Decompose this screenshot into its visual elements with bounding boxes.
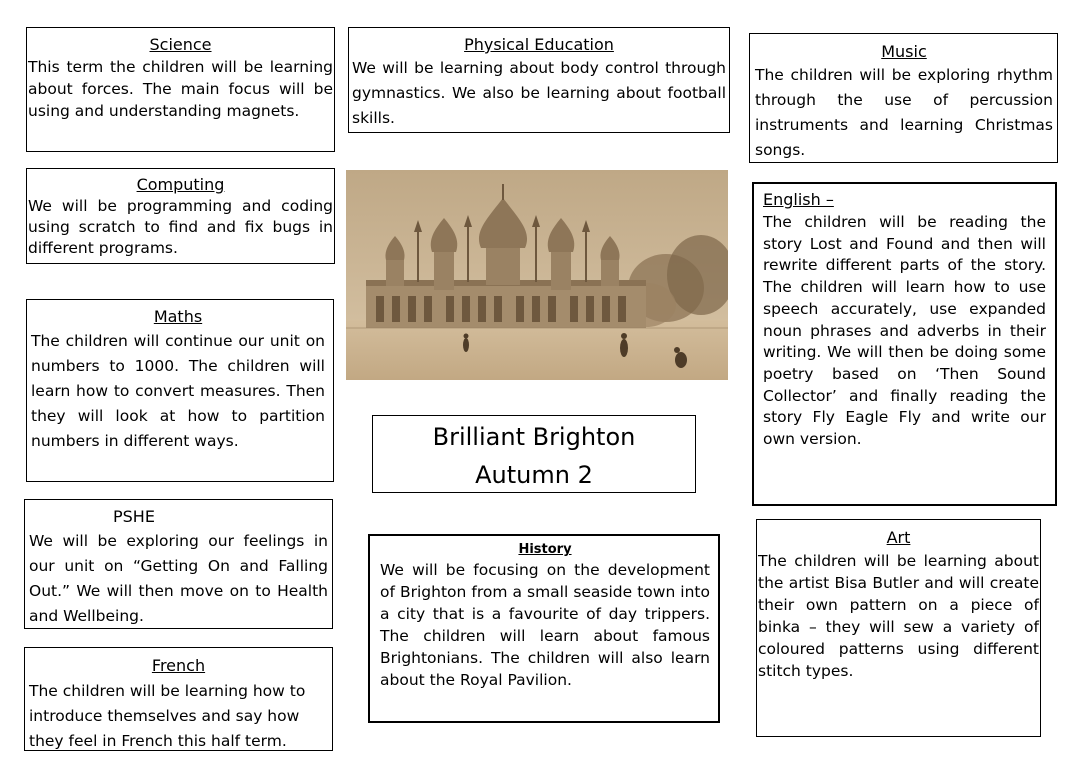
computing-heading: Computing [136,175,225,194]
english-box [752,182,1057,506]
music-box [749,33,1058,163]
maths-box [26,299,334,482]
royal-pavilion-illustration [346,170,728,380]
science-heading: Science [149,35,212,54]
topic-term: Autumn 2 [475,461,593,489]
art-heading: Art [886,528,911,547]
french-text: The children will be learning how to introduce themselves and say how they feel in French this half term. [29,682,306,750]
royal-pavilion-engraving [346,170,728,380]
history-heading: History [518,542,572,557]
history-text: We will be focusing on the development of Brighton from a small seaside town into a city that is a favourite of day trippers. The children will learn about famous Brightonians. The children will also learn about the Royal Pavilion. [380,561,710,689]
history-box [368,534,720,723]
pe-text: We will be learning about body control through gymnastics. We also be learning about football skills. [352,59,726,127]
pshe-text: We will be exploring our feelings in our unit on “Getting On and Falling Out.” We will then move on to Health and Wellbeing. [29,532,328,625]
computing-box [26,168,335,264]
science-text: This term the children will be learning about forces. The main focus will be using and understanding magnets. [28,58,333,120]
topic-title-box [372,415,696,493]
english-heading: English – [763,190,834,209]
maths-heading: Maths [153,307,203,326]
music-text: The children will be exploring rhythm through the use of percussion instruments and learning Christmas songs. [755,66,1053,159]
music-heading: Music [881,42,927,61]
pshe-box [24,499,333,629]
french-heading: French [151,656,206,675]
computing-text: We will be programming and coding using scratch to find and fix bugs in different programs. [28,197,333,257]
pe-heading: Physical Education [464,35,614,54]
pe-box [348,27,730,133]
english-text: The children will be reading the story Lost and Found and then will rewrite different parts of the story. The children will learn how to use speech accurately, use expanded noun phrases and adverbs in their writing. We will then be doing some poetry based on ‘Then Sound Collector’ and finally reading the story Fly Eagle Fly and write our own version. [763,213,1046,449]
art-text: The children will be learning about the artist Bisa Butler and will create their own pattern on a piece of binka – they will sew a variety of coloured patterns using different stitch types. [758,552,1039,680]
maths-text: The children will continue our unit on numbers to 1000. The children will learn how to convert measures. Then they will look at how to partition numbers in different ways. [31,332,325,450]
french-box [24,647,333,751]
science-box [26,27,335,152]
pshe-heading: PSHE [113,507,155,526]
art-box [756,519,1041,737]
topic-title: Brilliant Brighton [432,423,636,451]
